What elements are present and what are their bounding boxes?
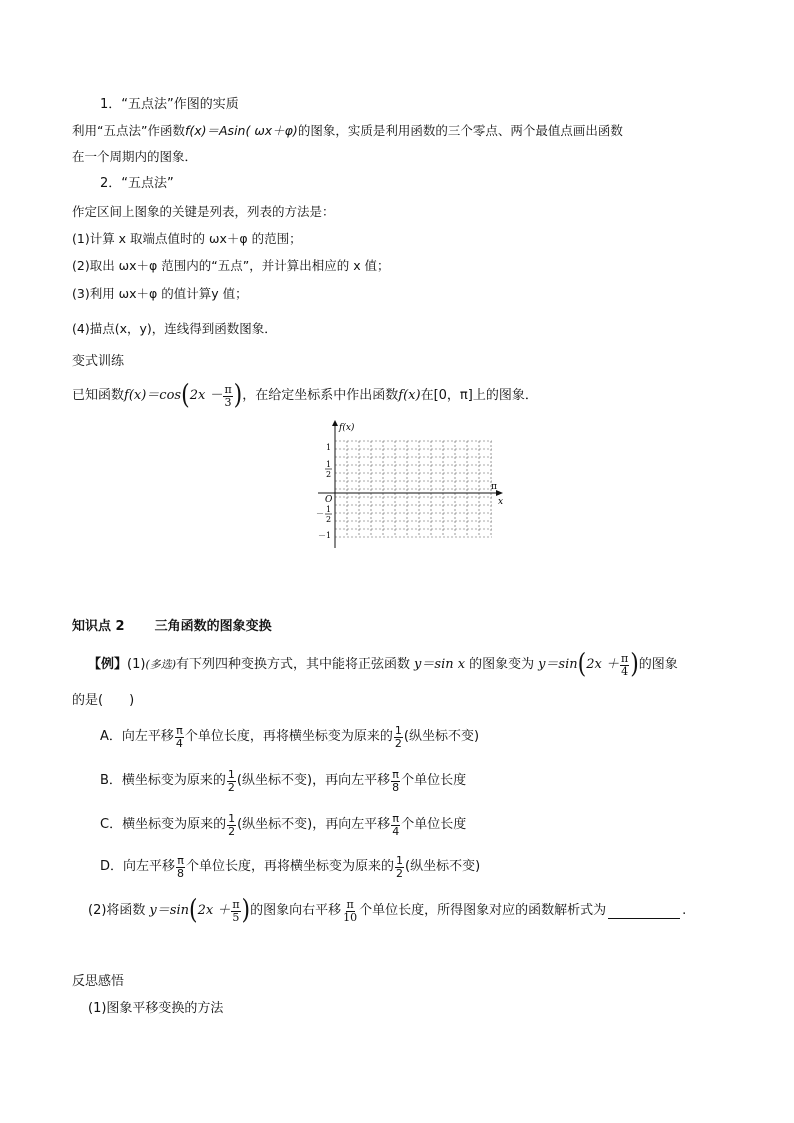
text: 的图象，实质是利用函数的三个零点、两个最值点画出函数 bbox=[297, 123, 623, 138]
den: 8 bbox=[177, 866, 185, 880]
tick-label-neg-half-num: 1 bbox=[326, 505, 332, 514]
fraction bbox=[176, 855, 185, 880]
step-2: (2)取出 ωx＋φ 范围内的“五点”，并计算出相应的 x 值； bbox=[72, 258, 390, 273]
text: (纵坐标不变) bbox=[403, 729, 480, 744]
step-3: (3)利用 ωx＋φ 的值计算y 值； bbox=[72, 286, 248, 301]
step-4: (4)描点(x，y)，连线得到函数图象． bbox=[72, 321, 277, 336]
option-a bbox=[100, 722, 479, 752]
formula: f(x)＝Asin( ωx＋φ) bbox=[184, 123, 298, 138]
example-tag: 【例】 bbox=[88, 657, 128, 672]
text: (2)将函数 bbox=[88, 903, 146, 918]
text: . bbox=[682, 903, 687, 918]
text: 利用“五点法”作函数 bbox=[72, 123, 185, 138]
fraction bbox=[620, 653, 629, 678]
num: 1 bbox=[227, 767, 235, 781]
fraction bbox=[342, 899, 358, 924]
den: 4 bbox=[175, 736, 183, 750]
left-paren: ( bbox=[577, 648, 587, 680]
right-paren: ) bbox=[233, 379, 243, 411]
formula-arg: 2x ＋ bbox=[197, 903, 231, 918]
option-b bbox=[100, 766, 466, 796]
den: 10 bbox=[343, 910, 358, 924]
fraction bbox=[394, 725, 403, 750]
num: π bbox=[346, 897, 354, 911]
paragraph-five-point-essence bbox=[72, 122, 623, 140]
knowledge-point-heading bbox=[72, 618, 272, 636]
text: 的图象向右平移 bbox=[250, 903, 342, 918]
paragraph-five-point-essence-cont: 在一个周期内的图象． bbox=[72, 149, 198, 164]
text: (纵坐标不变)，再向左平移 bbox=[237, 817, 391, 832]
formula: y＝sin bbox=[149, 903, 189, 918]
den: 2 bbox=[394, 736, 402, 750]
fraction bbox=[227, 769, 236, 794]
step-1: (1)计算 x 取端点值时的 ωx＋φ 的范围； bbox=[72, 231, 302, 246]
text: (纵坐标不变)，再向左平移 bbox=[236, 773, 391, 788]
reflection-title: 反思感悟 bbox=[72, 974, 125, 989]
den: 4 bbox=[621, 664, 629, 678]
formula: y＝sin x bbox=[414, 657, 466, 672]
right-paren: ) bbox=[630, 648, 639, 680]
grid-lines bbox=[335, 441, 492, 537]
text: 的图象变为 bbox=[469, 657, 535, 672]
tick-label-neg-half-den: 2 bbox=[326, 515, 332, 524]
den: 2 bbox=[396, 866, 404, 880]
fraction bbox=[223, 384, 232, 409]
x-axis-arrow bbox=[496, 490, 503, 496]
text: D．向左平移 bbox=[100, 859, 176, 874]
example-question-1-cont: 的是( ) bbox=[72, 693, 135, 708]
pi-tick-label: π bbox=[491, 482, 497, 492]
den: 8 bbox=[392, 780, 400, 794]
example-question-2 bbox=[88, 896, 686, 926]
x-axis-label: x bbox=[498, 497, 504, 507]
text: 的图象 bbox=[638, 657, 678, 672]
paragraph-table-method: 作定区间上图象的关键是列表，列表的方法是： bbox=[72, 204, 335, 219]
coordinate-grid bbox=[310, 418, 510, 550]
tick-label-one: 1 bbox=[326, 443, 332, 452]
text: 个单位长度，所得图象对应的函数解析式为 bbox=[359, 903, 607, 918]
text: B．横坐标变为原来的 bbox=[100, 773, 226, 788]
den: 4 bbox=[392, 824, 400, 838]
tick-label-neg-one: －1 bbox=[318, 531, 332, 540]
den: 2 bbox=[228, 824, 236, 838]
num: π bbox=[177, 853, 184, 867]
text: (1) bbox=[127, 657, 146, 672]
y-axis-arrow bbox=[332, 420, 338, 426]
formula: f(x)＝cos bbox=[124, 388, 182, 403]
fraction bbox=[227, 813, 236, 838]
heading-number: 知识点 2 bbox=[72, 619, 125, 634]
fraction bbox=[395, 855, 404, 880]
reflection-item-1: (1)图象平移变换的方法 bbox=[88, 1001, 224, 1016]
num: π bbox=[620, 651, 629, 665]
num: π bbox=[392, 811, 400, 825]
num: π bbox=[232, 897, 240, 911]
origin-label: O bbox=[325, 495, 333, 505]
left-paren: ( bbox=[188, 894, 198, 926]
tick-label-neg-half-sign: － bbox=[316, 509, 324, 518]
example-question-1 bbox=[88, 650, 678, 680]
num: π bbox=[392, 767, 399, 781]
tick-label-half-den: 2 bbox=[326, 470, 332, 479]
text: 个单位长度 bbox=[401, 817, 467, 832]
heading-five-point-method: 2．“五点法” bbox=[100, 176, 174, 191]
heading-title: 三角函数的图象变换 bbox=[154, 619, 272, 634]
fraction bbox=[175, 725, 184, 750]
text: 个单位长度 bbox=[401, 773, 467, 788]
num: π bbox=[176, 723, 183, 737]
fraction bbox=[231, 899, 240, 924]
text: 已知函数 bbox=[72, 388, 125, 403]
option-c bbox=[100, 810, 466, 840]
multi-choice-tag: (多选) bbox=[145, 658, 177, 671]
text: 个单位长度，再将横坐标变为原来的 bbox=[186, 859, 395, 874]
variant-question bbox=[72, 381, 538, 411]
heading-five-point-essence: 1．“五点法”作图的实质 bbox=[100, 97, 239, 112]
text: ，在给定坐标系中作出函数 bbox=[242, 388, 399, 403]
den: 2 bbox=[227, 780, 235, 794]
right-paren: ) bbox=[241, 894, 251, 926]
answer-blank[interactable] bbox=[608, 904, 680, 919]
num: 1 bbox=[396, 853, 404, 867]
den: 5 bbox=[232, 910, 240, 924]
text: 在[0，π]上的图象． bbox=[420, 388, 538, 403]
fraction bbox=[391, 769, 400, 794]
num: 1 bbox=[228, 811, 236, 825]
y-axis-label: f(x) bbox=[339, 423, 355, 433]
formula: f(x) bbox=[398, 388, 421, 403]
formula-arg: 2x － bbox=[189, 388, 223, 403]
tick-label-half-num: 1 bbox=[326, 460, 332, 469]
formula-arg: 2x ＋ bbox=[586, 657, 619, 672]
text: A．向左平移 bbox=[100, 729, 174, 744]
variant-title: 变式训练 bbox=[72, 354, 125, 369]
num: 1 bbox=[394, 723, 402, 737]
text: 有下列四种变换方式，其中能将正弦函数 bbox=[176, 657, 411, 672]
text: 个单位长度，再将横坐标变为原来的 bbox=[184, 729, 393, 744]
text: (纵坐标不变) bbox=[405, 859, 481, 874]
option-d bbox=[100, 852, 480, 882]
fraction bbox=[391, 813, 400, 838]
den: 3 bbox=[224, 395, 232, 409]
text: C．横坐标变为原来的 bbox=[100, 817, 227, 832]
formula: y＝sin bbox=[538, 657, 578, 672]
num: π bbox=[224, 382, 232, 396]
left-paren: ( bbox=[181, 379, 190, 411]
